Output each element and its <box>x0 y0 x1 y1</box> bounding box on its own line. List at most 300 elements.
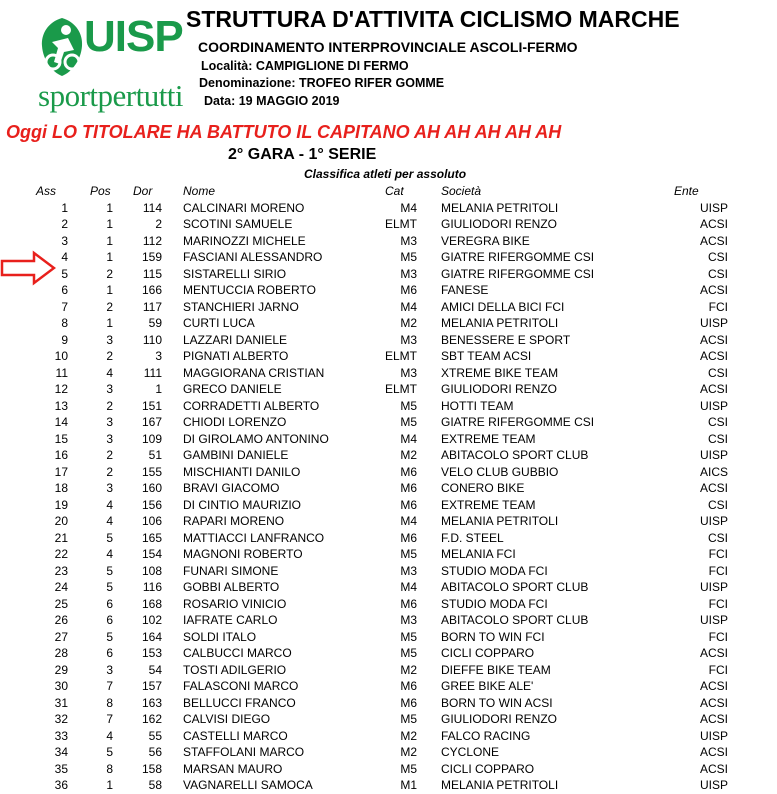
cell-ente: ACSI <box>699 761 728 776</box>
cell-ente: UISP <box>699 728 728 743</box>
cell-ass: 22 <box>54 547 68 561</box>
cell-pos: 5 <box>106 563 113 578</box>
table-row <box>0 282 777 299</box>
table-row <box>0 398 777 415</box>
cell-cat: M6 <box>400 481 417 495</box>
cell-cat: M5 <box>400 415 417 429</box>
table-row <box>0 744 777 761</box>
cell-societa: EXTREME TEAM <box>441 497 536 512</box>
table-row <box>0 348 777 365</box>
cell-nome: DI CINTIO MAURIZIO <box>183 497 301 512</box>
cell-nome: TOSTI ADILGERIO <box>183 662 287 677</box>
cell-pos: 1 <box>106 250 113 264</box>
cell-cat: M4 <box>400 200 417 215</box>
denominazione-line: Denominazione: TROFEO RIFER GOMME <box>199 76 445 90</box>
cell-pos: 3 <box>106 415 113 429</box>
cell-societa: MELANIA PETRITOLI <box>441 316 559 330</box>
cell-pos: 4 <box>106 547 113 561</box>
cell-cat: M6 <box>400 497 417 512</box>
cell-pos: 4 <box>106 365 113 380</box>
cell-pos: 4 <box>106 514 113 528</box>
table-row <box>0 216 777 233</box>
table-row <box>0 381 777 398</box>
cell-pos: 7 <box>106 712 113 726</box>
cell-nome: MAGGIORANA CRISTIAN <box>183 365 325 380</box>
page-title: STRUTTURA D'ATTIVITA CICLISMO MARCHE <box>186 6 680 32</box>
cell-dor: 163 <box>141 695 162 710</box>
cell-cat: ELMT <box>384 217 417 231</box>
cell-dor: 116 <box>142 580 162 594</box>
cell-cat: M6 <box>400 283 417 297</box>
cell-ass: 29 <box>54 662 68 677</box>
cell-ass: 27 <box>54 629 68 644</box>
cell-nome: MARINOZZI MICHELE <box>183 233 306 248</box>
cell-societa: DIEFFE BIKE TEAM <box>441 662 551 677</box>
table-row <box>0 645 777 662</box>
cell-societa: VEREGRA BIKE <box>441 233 530 248</box>
cell-societa: CICLI COPPARO <box>441 761 535 776</box>
cell-dor: 157 <box>141 679 162 693</box>
table-row <box>0 497 777 514</box>
cell-cat: M4 <box>400 431 417 446</box>
cell-dor: 151 <box>141 398 162 413</box>
table-row <box>0 662 777 679</box>
table-row <box>0 332 777 349</box>
cell-cat: M3 <box>400 332 417 347</box>
logo-sportpertutti-text: sportpertutti <box>38 78 184 113</box>
cell-ente: ACSI <box>699 332 728 347</box>
cell-ass: 35 <box>54 761 68 776</box>
cell-dor: 158 <box>141 761 162 776</box>
cell-societa: F.D. STEEL <box>441 530 504 545</box>
cell-ente: FCI <box>708 299 728 314</box>
table-row <box>0 480 777 497</box>
cell-dor: 117 <box>142 299 162 314</box>
col-cat: Cat <box>385 184 404 198</box>
cell-ass: 20 <box>54 514 68 528</box>
cell-societa: BORN TO WIN ACSI <box>441 695 553 710</box>
cell-ass: 32 <box>54 712 68 726</box>
cell-ente: ACSI <box>699 679 728 693</box>
classification-caption: Classifica atleti per assoluto <box>304 167 467 181</box>
cell-ente: UISP <box>699 200 728 215</box>
cell-cat: M5 <box>400 761 417 776</box>
cell-cat: M5 <box>400 398 417 413</box>
cell-pos: 1 <box>106 316 113 330</box>
cell-pos: 6 <box>106 613 113 627</box>
table-header <box>0 183 777 200</box>
cell-ente: ACSI <box>699 745 728 759</box>
cell-cat: ELMT <box>384 382 417 396</box>
cell-ente: ACSI <box>699 646 728 660</box>
cell-pos: 1 <box>106 217 113 231</box>
cell-dor: 155 <box>141 464 162 479</box>
cell-dor: 109 <box>141 431 162 446</box>
cell-dor: 3 <box>155 349 162 363</box>
cell-ass: 24 <box>54 580 68 594</box>
cell-ente: UISP <box>699 778 728 792</box>
cell-pos: 1 <box>106 283 113 297</box>
cell-cat: M2 <box>400 728 417 743</box>
cell-nome: CALBUCCI MARCO <box>183 646 292 660</box>
cell-ass: 25 <box>54 596 68 611</box>
cell-cat: M4 <box>400 514 417 528</box>
col-ente: Ente <box>674 184 699 198</box>
table-row <box>0 695 777 712</box>
cell-dor: 114 <box>142 200 162 215</box>
cell-ass: 5 <box>61 266 68 281</box>
cell-ente: CSI <box>707 530 728 545</box>
cell-ass: 36 <box>54 778 68 792</box>
cell-nome: RAPARI MORENO <box>183 514 285 528</box>
cell-nome: ROSARIO VINICIO <box>183 596 287 611</box>
table-row <box>0 596 777 613</box>
cell-societa: STUDIO MODA FCI <box>441 563 548 578</box>
table-row <box>0 431 777 448</box>
cell-nome: IAFRATE CARLO <box>183 613 278 627</box>
cell-nome: VAGNARELLI SAMOCA <box>183 778 313 792</box>
cell-societa: FANESE <box>441 283 489 297</box>
cell-nome: CHIODI LORENZO <box>183 415 287 429</box>
cell-ente: CSI <box>707 431 728 446</box>
cell-pos: 6 <box>106 646 113 660</box>
cell-ass: 6 <box>61 283 68 297</box>
cell-ass: 31 <box>54 695 68 710</box>
table-row <box>0 530 777 547</box>
cell-ente: ACSI <box>699 233 728 248</box>
cell-cat: M5 <box>400 547 417 561</box>
cell-societa: HOTTI TEAM <box>441 398 514 413</box>
cell-ass: 9 <box>61 332 68 347</box>
data-line: Data: 19 MAGGIO 2019 <box>204 94 340 108</box>
cell-ente: ACSI <box>699 283 728 297</box>
cell-societa: BORN TO WIN FCI <box>441 629 545 644</box>
cell-dor: 54 <box>148 662 162 677</box>
cell-pos: 3 <box>106 332 113 347</box>
cell-cat: M3 <box>400 613 417 627</box>
cell-societa: ABITACOLO SPORT CLUB <box>441 448 589 462</box>
headline-comment: Oggi LO TITOLARE HA BATTUTO IL CAPITANO AH AH AH AH AH <box>6 122 562 142</box>
cell-ass: 28 <box>54 646 68 660</box>
cell-dor: 106 <box>141 514 162 528</box>
cell-cat: M6 <box>400 464 417 479</box>
cell-nome: STAFFOLANI MARCO <box>183 745 305 759</box>
cell-ass: 30 <box>54 679 68 693</box>
cell-nome: PIGNATI ALBERTO <box>183 349 289 363</box>
table-row <box>0 546 777 563</box>
cell-pos: 1 <box>106 200 113 215</box>
cell-ente: CSI <box>707 266 728 281</box>
cell-dor: 162 <box>141 712 162 726</box>
col-societa: Società <box>441 184 482 198</box>
cell-nome: LAZZARI DANIELE <box>183 332 288 347</box>
cyclist-emblem-icon <box>38 16 86 78</box>
cell-pos: 2 <box>106 398 113 413</box>
cell-ass: 21 <box>54 530 68 545</box>
cell-ente: ACSI <box>699 695 728 710</box>
cell-societa: GIATRE RIFERGOMME CSI <box>441 250 595 264</box>
cell-ass: 10 <box>54 349 68 363</box>
cell-ass: 34 <box>54 745 68 759</box>
cell-ente: FCI <box>708 596 728 611</box>
table-row <box>0 299 777 316</box>
cell-societa: VELO CLUB GUBBIO <box>441 464 559 479</box>
cell-pos: 5 <box>106 530 113 545</box>
cell-nome: CASTELLI MARCO <box>183 728 288 743</box>
cell-pos: 7 <box>106 679 113 693</box>
cell-nome: CALCINARI MORENO <box>183 200 305 215</box>
cell-dor: 112 <box>142 233 162 248</box>
cell-dor: 153 <box>141 646 162 660</box>
cell-ente: CSI <box>707 250 728 264</box>
cell-dor: 1 <box>155 382 162 396</box>
col-pos: Pos <box>90 184 111 198</box>
cell-societa: GREE BIKE ALE' <box>441 679 534 693</box>
table-row <box>0 728 777 745</box>
cell-dor: 55 <box>148 728 162 743</box>
cell-dor: 168 <box>141 596 162 611</box>
cell-ente: UISP <box>699 398 728 413</box>
cell-ass: 2 <box>61 217 68 231</box>
cell-cat: M2 <box>400 662 417 677</box>
table-row <box>0 678 777 695</box>
cell-nome: FALASCONI MARCO <box>183 679 299 693</box>
cell-ass: 3 <box>61 233 68 248</box>
table-row <box>0 315 777 332</box>
cell-pos: 8 <box>106 695 113 710</box>
table-row <box>0 200 777 217</box>
cell-cat: M4 <box>400 299 417 314</box>
cell-nome: SISTARELLI SIRIO <box>183 266 287 281</box>
cell-ass: 17 <box>54 464 68 479</box>
cell-pos: 3 <box>106 382 113 396</box>
cell-ente: UISP <box>699 514 728 528</box>
cell-ente: ACSI <box>699 349 728 363</box>
cell-societa: GIULIODORI RENZO <box>441 217 558 231</box>
cell-dor: 167 <box>141 415 162 429</box>
cell-cat: M6 <box>400 679 417 693</box>
race-series-title: 2° GARA - 1° SERIE <box>228 146 377 163</box>
cell-cat: ELMT <box>384 349 417 363</box>
cell-cat: M2 <box>400 316 417 330</box>
cell-cat: M2 <box>400 448 417 462</box>
cell-cat: M5 <box>400 712 417 726</box>
cell-pos: 5 <box>106 629 113 644</box>
table-row <box>0 777 777 794</box>
cell-nome: BELLUCCI FRANCO <box>183 695 296 710</box>
cell-ass: 23 <box>54 563 68 578</box>
table-row <box>0 563 777 580</box>
cell-nome: MATTIACCI LANFRANCO <box>183 530 325 545</box>
cell-ente: FCI <box>708 563 728 578</box>
cell-nome: MARSAN MAURO <box>183 761 283 776</box>
table-row <box>0 629 777 646</box>
table-row <box>0 233 777 250</box>
cell-dor: 59 <box>148 316 162 330</box>
cell-pos: 3 <box>106 431 113 446</box>
cell-pos: 4 <box>106 728 113 743</box>
cell-ass: 12 <box>54 382 68 396</box>
table-row <box>0 365 777 382</box>
cell-societa: SBT TEAM ACSI <box>441 349 532 363</box>
table-row <box>0 464 777 481</box>
cell-societa: FALCO RACING <box>441 728 531 743</box>
table-row <box>0 249 777 266</box>
table-row <box>0 761 777 778</box>
cell-pos: 2 <box>106 448 113 462</box>
cell-ass: 4 <box>61 250 68 264</box>
cell-cat: M5 <box>400 250 417 264</box>
cell-nome: GOBBI ALBERTO <box>183 580 280 594</box>
cell-pos: 2 <box>106 299 113 314</box>
cell-societa: MELANIA PETRITOLI <box>441 778 559 792</box>
cell-cat: M3 <box>400 233 417 248</box>
cell-ente: UISP <box>699 448 728 462</box>
table-row <box>0 447 777 464</box>
cell-ass: 15 <box>54 431 68 446</box>
cell-ente: UISP <box>699 613 728 627</box>
cell-dor: 160 <box>141 481 162 495</box>
cell-pos: 5 <box>106 745 113 759</box>
cell-dor: 58 <box>148 778 162 792</box>
cell-nome: FASCIANI ALESSANDRO <box>183 250 323 264</box>
cell-ente: ACSI <box>699 217 728 231</box>
cell-societa: CYCLONE <box>441 745 500 759</box>
cell-cat: M3 <box>400 563 417 578</box>
cell-ass: 11 <box>55 365 68 380</box>
table-row <box>0 579 777 596</box>
cell-dor: 156 <box>141 497 162 512</box>
cell-dor: 108 <box>141 563 162 578</box>
cell-ass: 18 <box>54 481 68 495</box>
cell-nome: GAMBINI DANIELE <box>183 448 289 462</box>
cell-societa: MELANIA PETRITOLI <box>441 200 559 215</box>
cell-dor: 115 <box>142 266 162 281</box>
cell-nome: CORRADETTI ALBERTO <box>183 398 320 413</box>
col-ass: Ass <box>36 184 57 198</box>
uisp-logo <box>38 8 188 118</box>
cell-nome: MISCHIANTI DANILO <box>183 464 301 479</box>
table-row <box>0 513 777 530</box>
cell-ente: ACSI <box>699 712 728 726</box>
cell-dor: 110 <box>142 332 162 347</box>
cell-ass: 33 <box>54 728 68 743</box>
cell-nome: SOLDI ITALO <box>183 629 257 644</box>
cell-pos: 5 <box>106 580 113 594</box>
cell-pos: 2 <box>106 464 113 479</box>
cell-ente: UISP <box>699 580 728 594</box>
cell-ente: AICS <box>699 464 728 479</box>
cell-societa: GIULIODORI RENZO <box>441 382 558 396</box>
logo-uisp-text: UISP <box>84 12 183 61</box>
cell-nome: CURTI LUCA <box>183 316 255 330</box>
cell-ente: ACSI <box>699 481 728 495</box>
cell-cat: M5 <box>400 629 417 644</box>
cell-ass: 26 <box>54 613 68 627</box>
cell-dor: 165 <box>141 530 162 545</box>
cell-ass: 19 <box>54 497 68 512</box>
cell-ente: CSI <box>707 365 728 380</box>
cell-cat: M2 <box>400 745 417 759</box>
cell-dor: 51 <box>148 448 162 462</box>
table-row <box>0 266 777 283</box>
cell-dor: 111 <box>143 365 162 380</box>
cell-ass: 16 <box>54 448 68 462</box>
cell-pos: 3 <box>106 481 113 495</box>
cell-nome: MENTUCCIA ROBERTO <box>183 283 316 297</box>
cell-societa: CICLI COPPARO <box>441 646 535 660</box>
cell-societa: ABITACOLO SPORT CLUB <box>441 613 589 627</box>
cell-societa: MELANIA PETRITOLI <box>441 514 559 528</box>
cell-ass: 8 <box>61 316 68 330</box>
cell-societa: AMICI DELLA BICI FCI <box>441 299 565 314</box>
cell-ente: FCI <box>708 662 728 677</box>
cell-societa: GIATRE RIFERGOMME CSI <box>441 266 595 281</box>
cell-ente: UISP <box>699 316 728 330</box>
cell-cat: M4 <box>400 580 417 594</box>
cell-ass: 1 <box>61 200 68 215</box>
cell-ente: ACSI <box>699 382 728 396</box>
cell-pos: 3 <box>106 662 113 677</box>
cell-pos: 1 <box>106 778 113 792</box>
cell-dor: 164 <box>141 629 162 644</box>
table-row <box>0 711 777 728</box>
cell-societa: CONERO BIKE <box>441 481 525 495</box>
cell-pos: 1 <box>106 233 113 248</box>
table-row <box>0 612 777 629</box>
cell-dor: 102 <box>141 613 162 627</box>
cell-societa: EXTREME TEAM <box>441 431 536 446</box>
cell-ente: FCI <box>708 547 728 561</box>
cell-cat: M1 <box>400 778 417 792</box>
cell-nome: FUNARI SIMONE <box>183 563 279 578</box>
cell-dor: 166 <box>141 283 162 297</box>
cell-pos: 8 <box>106 761 113 776</box>
localita-line: Località: CAMPIGLIONE DI FERMO <box>201 59 409 73</box>
cell-nome: STANCHIERI JARNO <box>183 299 299 314</box>
cell-ass: 13 <box>54 398 68 413</box>
highlight-arrow-icon <box>0 250 56 286</box>
cell-cat: M6 <box>400 695 417 710</box>
cell-dor: 2 <box>155 217 162 231</box>
cell-nome: MAGNONI ROBERTO <box>183 547 303 561</box>
cell-societa: MELANIA FCI <box>441 547 516 561</box>
cell-ente: FCI <box>708 629 728 644</box>
col-nome: Nome <box>183 184 216 198</box>
cell-nome: GRECO DANIELE <box>183 382 282 396</box>
table-row <box>0 414 777 431</box>
cell-societa: ABITACOLO SPORT CLUB <box>441 580 589 594</box>
cell-cat: M3 <box>400 266 417 281</box>
cell-nome: CALVISI DIEGO <box>183 712 271 726</box>
cell-ente: CSI <box>707 497 728 512</box>
page-subtitle: COORDINAMENTO INTERPROVINCIALE ASCOLI-FERMO <box>198 39 578 55</box>
cell-dor: 159 <box>141 250 162 264</box>
cell-societa: GIULIODORI RENZO <box>441 712 558 726</box>
cell-pos: 2 <box>106 349 113 363</box>
cell-societa: GIATRE RIFERGOMME CSI <box>441 415 595 429</box>
cell-societa: BENESSERE E SPORT <box>441 332 571 347</box>
cell-dor: 56 <box>148 745 162 759</box>
cell-pos: 4 <box>106 497 113 512</box>
cell-ass: 14 <box>54 415 68 429</box>
cell-ente: CSI <box>707 415 728 429</box>
cell-societa: XTREME BIKE TEAM <box>441 365 559 380</box>
cell-nome: BRAVI GIACOMO <box>183 481 280 495</box>
col-dor: Dor <box>133 184 153 198</box>
cell-pos: 2 <box>106 266 113 281</box>
cell-cat: M3 <box>400 365 417 380</box>
